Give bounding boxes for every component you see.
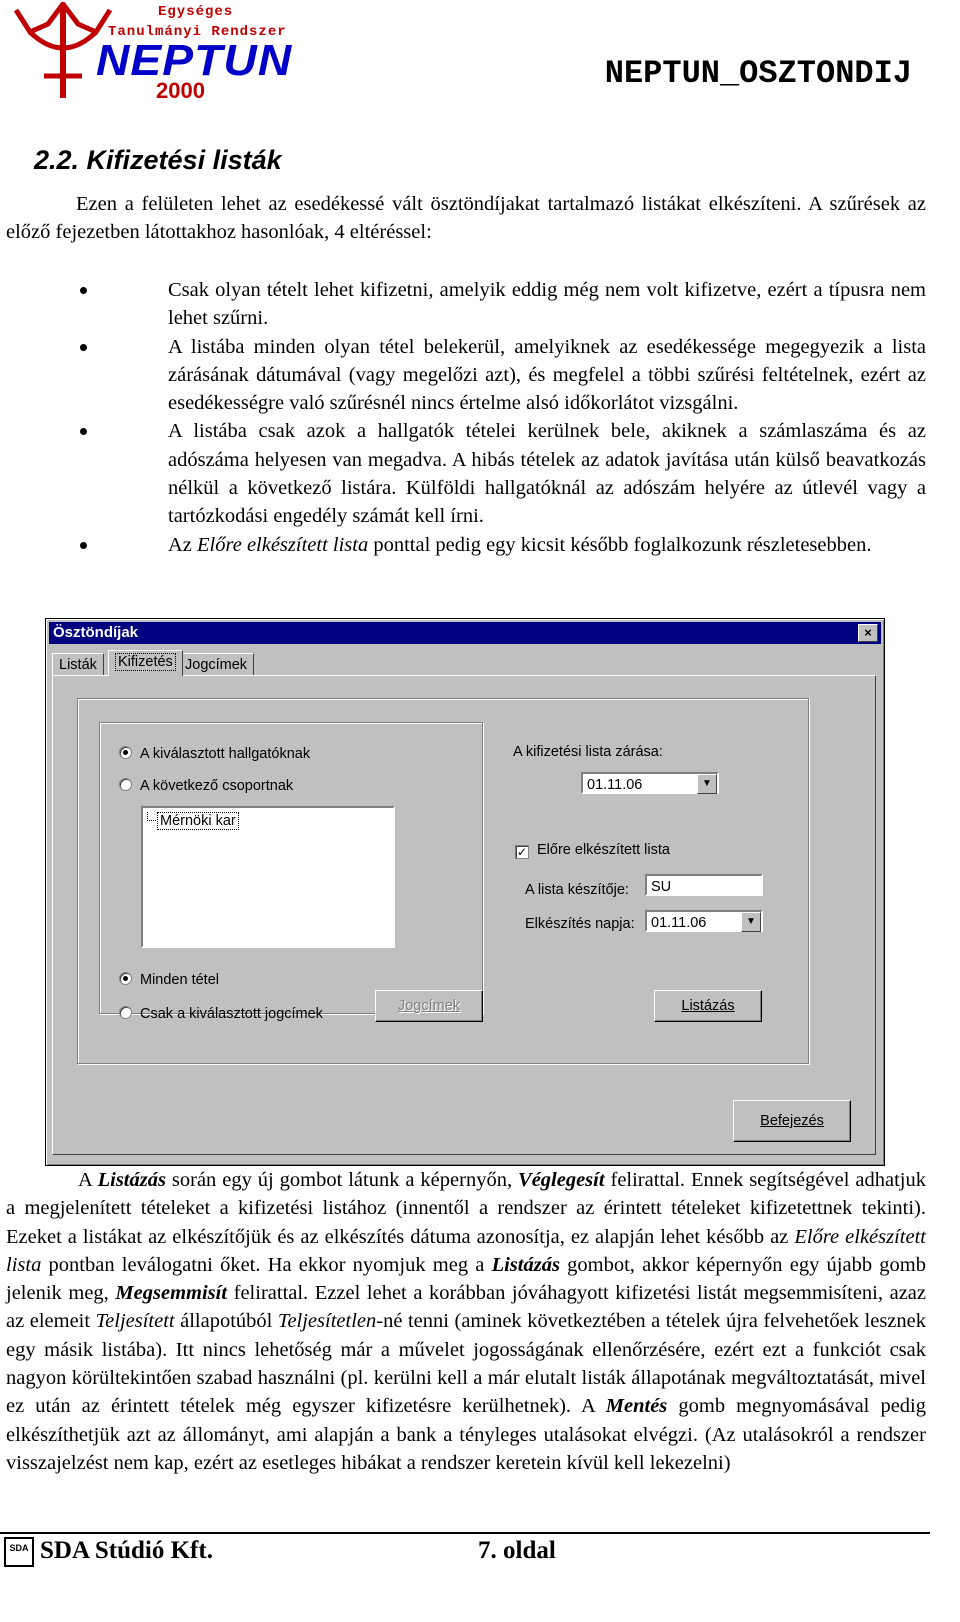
neptun-logo [8, 2, 308, 102]
close-date-combo[interactable] [581, 772, 719, 794]
bullet-text-pre: Az [168, 533, 198, 556]
prep-date-value: 01.11.06 [651, 915, 707, 931]
listazas-button[interactable] [654, 990, 762, 1022]
tree-line-icon [147, 812, 156, 821]
logo-text-neptun: NEPTUN [96, 36, 293, 85]
italic-teljesitett: Teljesített [95, 1310, 175, 1333]
bullet-text: A listába minden olyan tétel belekerül, amelyiknek az esedékessége megegyezik a lista zárásának dátumával (vagy megelőzi azt), és megfelel a többi szűrési feltételnek, ezért az esedékességre való szűrésnél nincs értelme alsó időkorlátot vizsgálni. [168, 335, 926, 415]
dialog-titlebar [49, 622, 881, 644]
text-run: pontban leválogatni őket. Ha ekkor nyomjuk meg a [41, 1253, 492, 1276]
text-run: felirattal. Ezzel lehet a korábban jóváhagyott kifizetési listát megsemmisíteni, azaz az elemeit [6, 1282, 926, 1333]
tab-panel-kifizetes [52, 675, 876, 1155]
radio-next-groups[interactable] [119, 778, 293, 794]
radio-unselected-icon [119, 778, 132, 791]
list-item[interactable]: Mérnöki kar [157, 812, 239, 830]
tab-listak[interactable]: Listák [52, 653, 104, 676]
page-number: 7. oldal [478, 1537, 556, 1564]
text-run: állapotúból [174, 1310, 278, 1333]
checkmark-icon: ✓ [516, 845, 528, 859]
close-button[interactable]: × [858, 624, 878, 642]
bullet-dot-icon [80, 542, 87, 549]
radio-selected-titles-label: Csak a kiválasztott jogcímek [140, 1006, 323, 1022]
text-run: gomb megnyomásával pedig elkészíthetjük azt az állományt, ami alapján a bank a tényleges utalásokat elvégzi. (Az utalásokról a rendszer visszajelzést nem kap, ezért az esetleges hibákat a rendszer keretein kívül kell lekezelni) [6, 1395, 926, 1474]
osztondijak-dialog [45, 618, 885, 1166]
text-run: A [78, 1169, 98, 1191]
logo-text-rendszer: Tanulmányi Rendszer [108, 24, 287, 40]
emphasis-listazas: Listázás [97, 1169, 166, 1191]
emphasis-megsemmisit: Megsemmisít [115, 1282, 228, 1305]
radio-unselected-icon [119, 1006, 132, 1019]
bullet-text-post: ponttal pedig egy kicsit később foglalkozunk részletesebben. [368, 533, 872, 556]
document-title: NEPTUN_OSZTONDIJ [604, 55, 912, 92]
sda-logo-icon: SDA [4, 1537, 34, 1567]
logo-text-egyseges: Egységes [158, 4, 234, 20]
prep-date-combo[interactable] [645, 910, 763, 932]
bullet-list [70, 276, 926, 559]
close-date-value: 01.11.06 [587, 777, 643, 793]
emphasis-veglegesit: Véglegesít [518, 1169, 605, 1191]
radio-selected-icon [119, 972, 132, 985]
tab-kifizetes[interactable] [108, 650, 183, 676]
description-paragraph [6, 1166, 926, 1477]
bullet-dot-icon [80, 428, 87, 435]
footer-company: SDA Stúdió Kft. [40, 1537, 213, 1564]
close-date-label: A kifizetési lista zárása: [513, 744, 663, 760]
emphasis-listazas-2: Listázás [491, 1253, 560, 1276]
group-listbox[interactable] [141, 806, 395, 948]
emphasis-mentes: Mentés [605, 1395, 668, 1418]
radio-next-groups-label: A következő csoportnak [140, 778, 294, 794]
befejezes-button[interactable] [733, 1100, 851, 1142]
tab-kifizetes-label: Kifizetés [115, 653, 176, 671]
text-run: során egy új gombot látunk a képernyőn, [165, 1169, 519, 1191]
jogcimek-button[interactable] [375, 990, 483, 1022]
bullet-text: Csak olyan tételt lehet kifizetni, amelyik eddig még nem volt kifizetve, ezért a típusra nem lehet szűrni. [168, 279, 926, 330]
tab-jogcimek[interactable]: Jogcímek [178, 653, 254, 676]
prep-date-label: Elkészítés napja: [525, 916, 635, 932]
chevron-down-icon[interactable]: ▼ [741, 912, 761, 932]
radio-all-items-label: Minden tétel [140, 972, 219, 988]
radio-selected-students[interactable] [119, 746, 310, 762]
befejezes-button-label: Befejezés [760, 1113, 824, 1129]
bullet-text-emphasis: Előre elkészített lista [197, 533, 369, 556]
radio-selected-titles[interactable] [119, 1006, 323, 1022]
maker-input[interactable]: SU [645, 874, 763, 896]
text-run: -né tenni (aminek következtében a tételek újra felvehetőek lesznek egy másik listába). Itt nincs lehetőség már a művelet jogosságának ellenőrzésére, ezért ezt a funkciót csak nagyon körültekintően szabad használni (pl. kerülni kell a már elutalt listák állapotának megváltoztatását, mivel ez után az érintett tételek még egyszer kifizetésre kerülhetnek). A [6, 1310, 927, 1418]
italic-elore-elkeszitett: Előre elkészített lista [6, 1225, 926, 1276]
chevron-down-icon[interactable]: ▼ [697, 774, 717, 794]
radio-all-items[interactable] [119, 972, 219, 988]
bullet-item [70, 276, 926, 333]
footer-divider [0, 1532, 930, 1534]
logo-text-year: 2000 [156, 78, 205, 103]
bullet-item [70, 531, 926, 559]
listazas-button-label: Listázás [681, 998, 735, 1014]
bullet-item [70, 333, 926, 418]
bullet-dot-icon [80, 287, 87, 294]
maker-label: A lista készítője: [525, 882, 629, 898]
dialog-title: Ösztöndíjak [53, 624, 139, 641]
bullet-item [70, 417, 926, 530]
bullet-text: A listába csak azok a hallgatók tételei kerülnek bele, akiknek a számlaszáma és az adószáma helyesen van megadva. A hibás tételek az adatok javítása után külső beavatkozás nélkül a következő listára. Külföldi hallgatóknál az adószám helyére az útlevél vagy a tartózkodási engedély számát kell írni. [168, 420, 926, 528]
intro-paragraph: Ezen a felületen lehet az esedékessé vált ösztöndíjakat tartalmazó listákat elkészíteni. A szűrések az előző fejezetben látottakhoz hasonlóak, 4 eltéréssel: [6, 193, 926, 244]
italic-teljesitetlen: Teljesítetlen [277, 1310, 377, 1333]
text-run: gombot, akkor képernyőn egy újabb gomb jelenik meg, [6, 1253, 926, 1305]
radio-selected-icon [119, 746, 132, 759]
prepared-list-checkbox[interactable] [515, 842, 670, 859]
bullet-dot-icon [80, 344, 87, 351]
jogcimek-button-label: Jogcímek [397, 998, 461, 1014]
text-run: felirattal. Ennek segítségével adhatjuk a megjelenített tételeket a kifizetési listához (innentől a rendszer az érintett tételeket kifizetettnek tekinti). Ezeket a listákat az elkészítőjük és az elkészítés dátuma azonosítja, ez alapján lehet később az [6, 1169, 926, 1248]
radio-selected-students-label: A kiválasztott hallgatóknak [140, 746, 311, 762]
prepared-list-label: Előre elkészített lista [537, 842, 670, 858]
section-title: 2.2. Kifizetési listák [34, 145, 282, 175]
